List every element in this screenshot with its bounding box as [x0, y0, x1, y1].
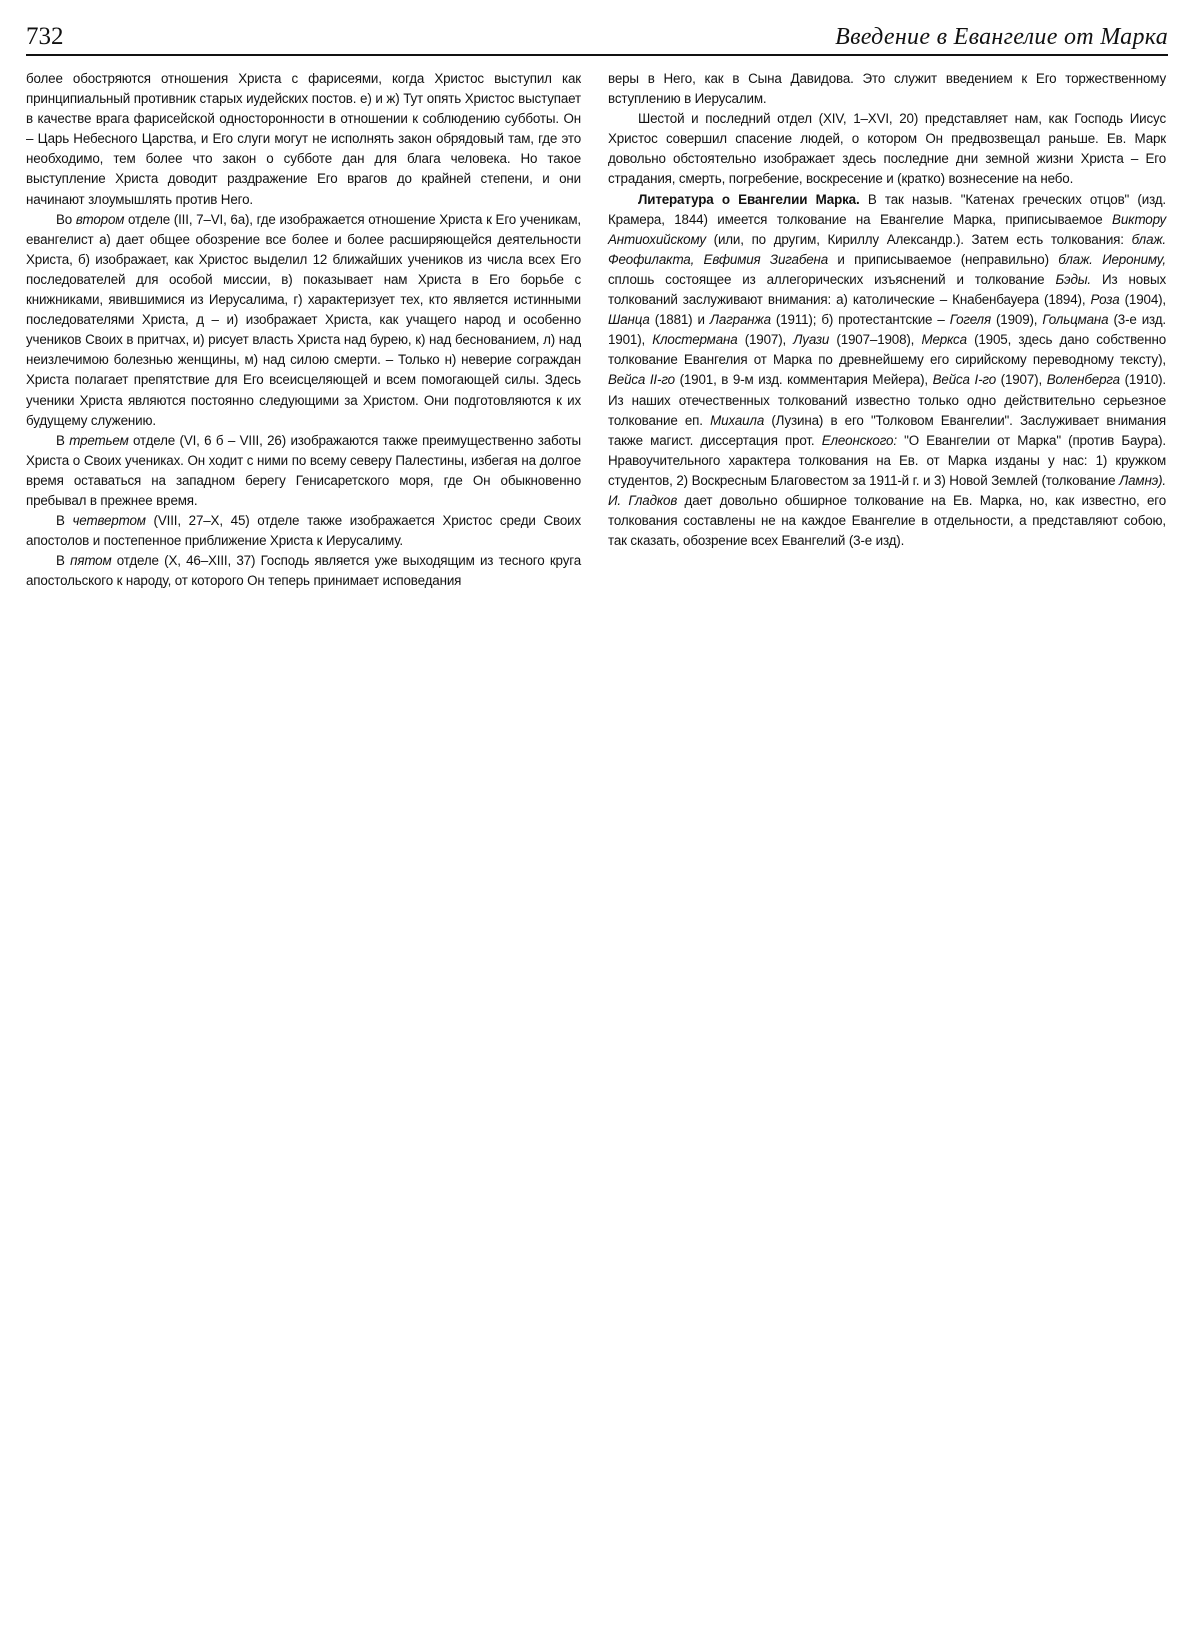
text-run: отделе (III, 7–VI, 6а), где изображается отношение Христа к Его ученикам, евангелист а) дает общее обозрение все более и более расширяющейся деятельности Христа, б) изображает, как Христос выделил 12 ближайших учеников из числа всех Его последователей для особой миссии, в) показывает нам Христа в Его борьбе с книжниками, явившимися из Иерусалима, г) характеризует тех, кто является истинными последователями Христа, д – и) изображает Христа, как учащего народ и особенно учеников Своих в притчах, и) рисует власть Христа над бурею, к) над беснованием, л) над неизлечимою болезнью женщины, м) над силою смерти. – Только н) неверие сограждан Христа полагает препятствие для Его всеисцеляющей и всем помогающей силы. Здесь ученики Христа являются постоянно следующими за Христом. Они подготовляются к их будущему служению.	[26, 211, 581, 428]
text-run: (1904),	[1119, 292, 1166, 308]
paragraph	[608, 109, 1166, 189]
text-run: (VIII, 27–X, 45) отделе также изображается Христос среди Своих апостолов и постепенное приближение Христа к Иерусалиму.	[26, 513, 581, 549]
text-run: отделе (VI, 6 б – VIII, 26) изображаются также преимущественно заботы Христа о Своих учениках. Он ходит с ними по всему северу Палестины, избегая на долгое время оставаться на западном берегу Генисаретского моря, где Он обыкновенно пребывал в прежнее время.	[26, 432, 581, 508]
text-run: сплошь состоящее из аллегорических изъяснений и толкование	[608, 271, 1056, 287]
literature-paragraph	[608, 190, 1166, 552]
header-rule	[26, 54, 1168, 56]
italic-term: Виктору Антиохийскому	[608, 211, 1166, 247]
section-heading: Литература о Евангелии Марка.	[638, 191, 860, 207]
italic-term: Ламнэ). И. Гладков	[608, 472, 1166, 508]
text-run: В	[56, 553, 71, 569]
italic-term: Гогеля	[949, 312, 991, 328]
paragraph-text: веры в Него, как в Сына Давидова. Это служит введением к Его торжественному вступлению в Иерусалим.	[608, 71, 1166, 107]
italic-term: блаж. Иерониму,	[1058, 251, 1167, 267]
italic-term: Елеонского:	[821, 432, 897, 448]
text-run: (1901, в 9-м изд. комментария Мейера),	[674, 372, 933, 388]
text-run: В	[56, 513, 73, 529]
text-run: (1910). Из наших отечественных толкований известно только одно действительно серьезное толкование еп.	[608, 372, 1166, 428]
italic-term: Бэды.	[1055, 271, 1091, 287]
italic-term: Вейса I-го	[932, 372, 996, 388]
page-header	[26, 18, 1168, 58]
page-number: 732	[26, 23, 64, 50]
italic-term: блаж. Феофилакта, Евфимия Зигабена	[608, 231, 1166, 267]
italic-term: Клостермана	[652, 332, 738, 348]
text-run: Из новых толкований заслуживают внимания: а) католические – Кнабенбауера (1894),	[608, 271, 1166, 308]
text-run: (1881) и	[649, 312, 710, 328]
left-column	[26, 69, 581, 591]
text-run: (1911); б) протестантские –	[770, 312, 950, 328]
text-run: и приписываемое (неправильно)	[828, 251, 1059, 267]
italic-term: Меркса	[921, 332, 967, 348]
italic-term: Вейса II-го	[608, 372, 675, 388]
paragraph-text: Шестой и последний отдел (XIV, 1–XVI, 20) представляет нам, как Господь Иисус Христос совершил спасение людей, о котором Он предвозвещал раньше. Ев. Марк довольно обстоятельно изображает здесь последние дни земной жизни Христа – Его страдания, смерть, погребение, воскресение и (кратко) вознесение на небо.	[608, 111, 1166, 187]
italic-term: Лагранжа	[709, 312, 771, 328]
text-run: (1905, здесь дано собственно толкование Евангелия от Марка по древнейшему его сирийскому переводному тексту),	[608, 332, 1166, 368]
text-run: (Лузина) в его "Толковом Евангелии". Заслуживает внимания также магист. диссертация прот.	[608, 412, 1166, 448]
paragraph	[26, 431, 581, 511]
text-run: (1907),	[996, 372, 1047, 388]
paragraph-text: более обостряются отношения Христа с фарисеями, когда Христос выступил как принципиальный противник старых иудейских постов. е) и ж) Тут опять Христос выступает в качестве врага фарисейской односторонности в отношении к соблюдению субботы. Он – Царь Небесного Царства, и Его слуги могут не исполнять закон обрядовый там, где это необходимо, тем более что закон о субботе дан для блага человека. Но такое выступление Христа доводит раздражение Его врагов до крайней степени, и они начинают злоумышлять против Него.	[26, 71, 581, 207]
text-run: В так назыв. "Катенах греческих отцов" (изд. Крамера, 1844) имеется толкование на Евангелие Марка, приписываемое	[608, 191, 1166, 227]
paragraph	[26, 551, 581, 591]
paragraph	[26, 511, 581, 551]
italic-term: Воленберга	[1046, 372, 1120, 388]
text-run: (1909),	[990, 312, 1043, 328]
italic-term: четвертом	[72, 513, 146, 529]
paragraph	[608, 69, 1166, 109]
right-column	[608, 69, 1166, 551]
italic-term: Луази	[793, 332, 830, 348]
text-run: отделе (X, 46–XIII, 37) Господь является уже выходящим из тесного круга апостольского к народу, от которого Он теперь принимает исповедания	[26, 553, 581, 589]
italic-term: третьем	[69, 432, 129, 448]
italic-term: пятом	[70, 553, 112, 569]
italic-term: Гольцмана	[1042, 312, 1109, 328]
text-run: дает довольно обширное толкование на Ев. Марка, но, как известно, его толкования составлены не на каждое Евангелие в отдельности, а представляют собою, так сказать, обозрение всех Евангелий (3-е изд).	[608, 492, 1166, 549]
text-run: (или, по другим, Кириллу Александр.). Затем есть толкования:	[705, 231, 1132, 247]
italic-term: Роза	[1090, 292, 1120, 308]
text-run: (1907–1908),	[829, 332, 922, 348]
running-title: Введение в Евангелие от Марка	[835, 24, 1168, 50]
paragraph	[26, 210, 581, 431]
italic-term: Михаила	[710, 412, 765, 428]
text-run: (1907),	[737, 332, 794, 348]
text-run: (3-е изд. 1901),	[608, 312, 1166, 348]
italic-term: Шанца	[608, 312, 650, 328]
text-run: "О Евангелии от Марка" (против Баура). Нравоучительного характера толкования на Ев. от Марка изданы у нас: 1) кружком студентов, 2) Воскресным Благовестом за 1911-й г. и 3) Новой Землей (толкование	[608, 432, 1166, 488]
paragraph	[26, 69, 581, 210]
text-run: Во	[56, 211, 76, 227]
text-run: В	[56, 432, 70, 448]
italic-term: втором	[75, 211, 125, 227]
